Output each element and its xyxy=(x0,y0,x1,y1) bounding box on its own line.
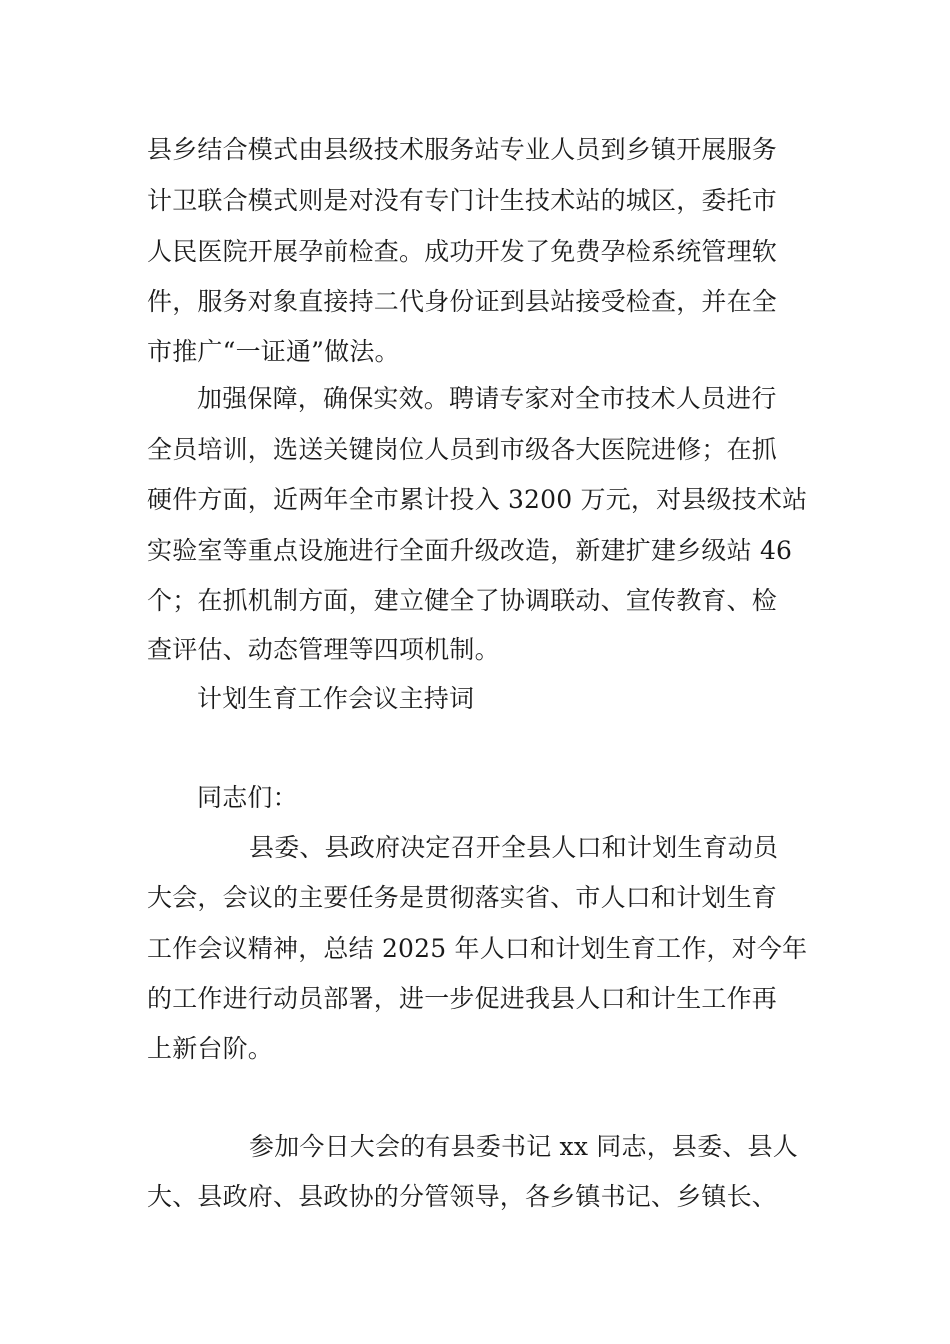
section-title: 计划生育工作会议主持词 xyxy=(197,684,475,713)
paragraph-line: 人民医院开展孕前检查。成功开发了免费孕检系统管理软 xyxy=(147,237,778,266)
paragraph-line: 市推广“一证通”做法。 xyxy=(147,337,400,366)
paragraph-line: 大、县政府、县政协的分管领导，各乡镇书记、乡镇长、 xyxy=(147,1182,778,1211)
paragraph-line: 计卫联合模式则是对没有专门计生技术站的城区，委托市 xyxy=(147,186,778,215)
salutation: 同志们： xyxy=(197,783,298,812)
paragraph-line: 县乡结合模式由县级技术服务站专业人员到乡镇开展服务 xyxy=(147,135,778,164)
paragraph-line: 全员培训，选送关键岗位人员到市级各大医院进修；在抓 xyxy=(147,435,778,464)
paragraph-line: 实验室等重点设施进行全面升级改造，新建扩建乡级站 46 xyxy=(147,536,793,565)
paragraph-line: 硬件方面，近两年全市累计投入 3200 万元，对县级技术站 xyxy=(147,485,808,514)
paragraph-line: 的工作进行动员部署，进一步促进我县人口和计生工作再 xyxy=(147,984,778,1013)
paragraph-line: 件，服务对象直接持二代身份证到县站接受检查，并在全 xyxy=(147,287,778,316)
paragraph-line: 工作会议精神，总结 2025 年人口和计划生育工作，对今年 xyxy=(147,934,808,963)
paragraph-line: 个；在抓机制方面，建立健全了协调联动、宣传教育、检 xyxy=(147,586,778,615)
paragraph-line: 县委、县政府决定召开全县人口和计划生育动员 xyxy=(249,833,779,862)
paragraph-line: 查评估、动态管理等四项机制。 xyxy=(147,635,500,664)
paragraph-line: 上新台阶。 xyxy=(147,1034,274,1063)
paragraph-line: 加强保障，确保实效。聘请专家对全市技术人员进行 xyxy=(197,384,777,413)
paragraph-line: 参加今日大会的有县委书记 xx 同志，县委、县人 xyxy=(249,1132,798,1161)
paragraph-line: 大会，会议的主要任务是贯彻落实省、市人口和计划生育 xyxy=(147,883,778,912)
